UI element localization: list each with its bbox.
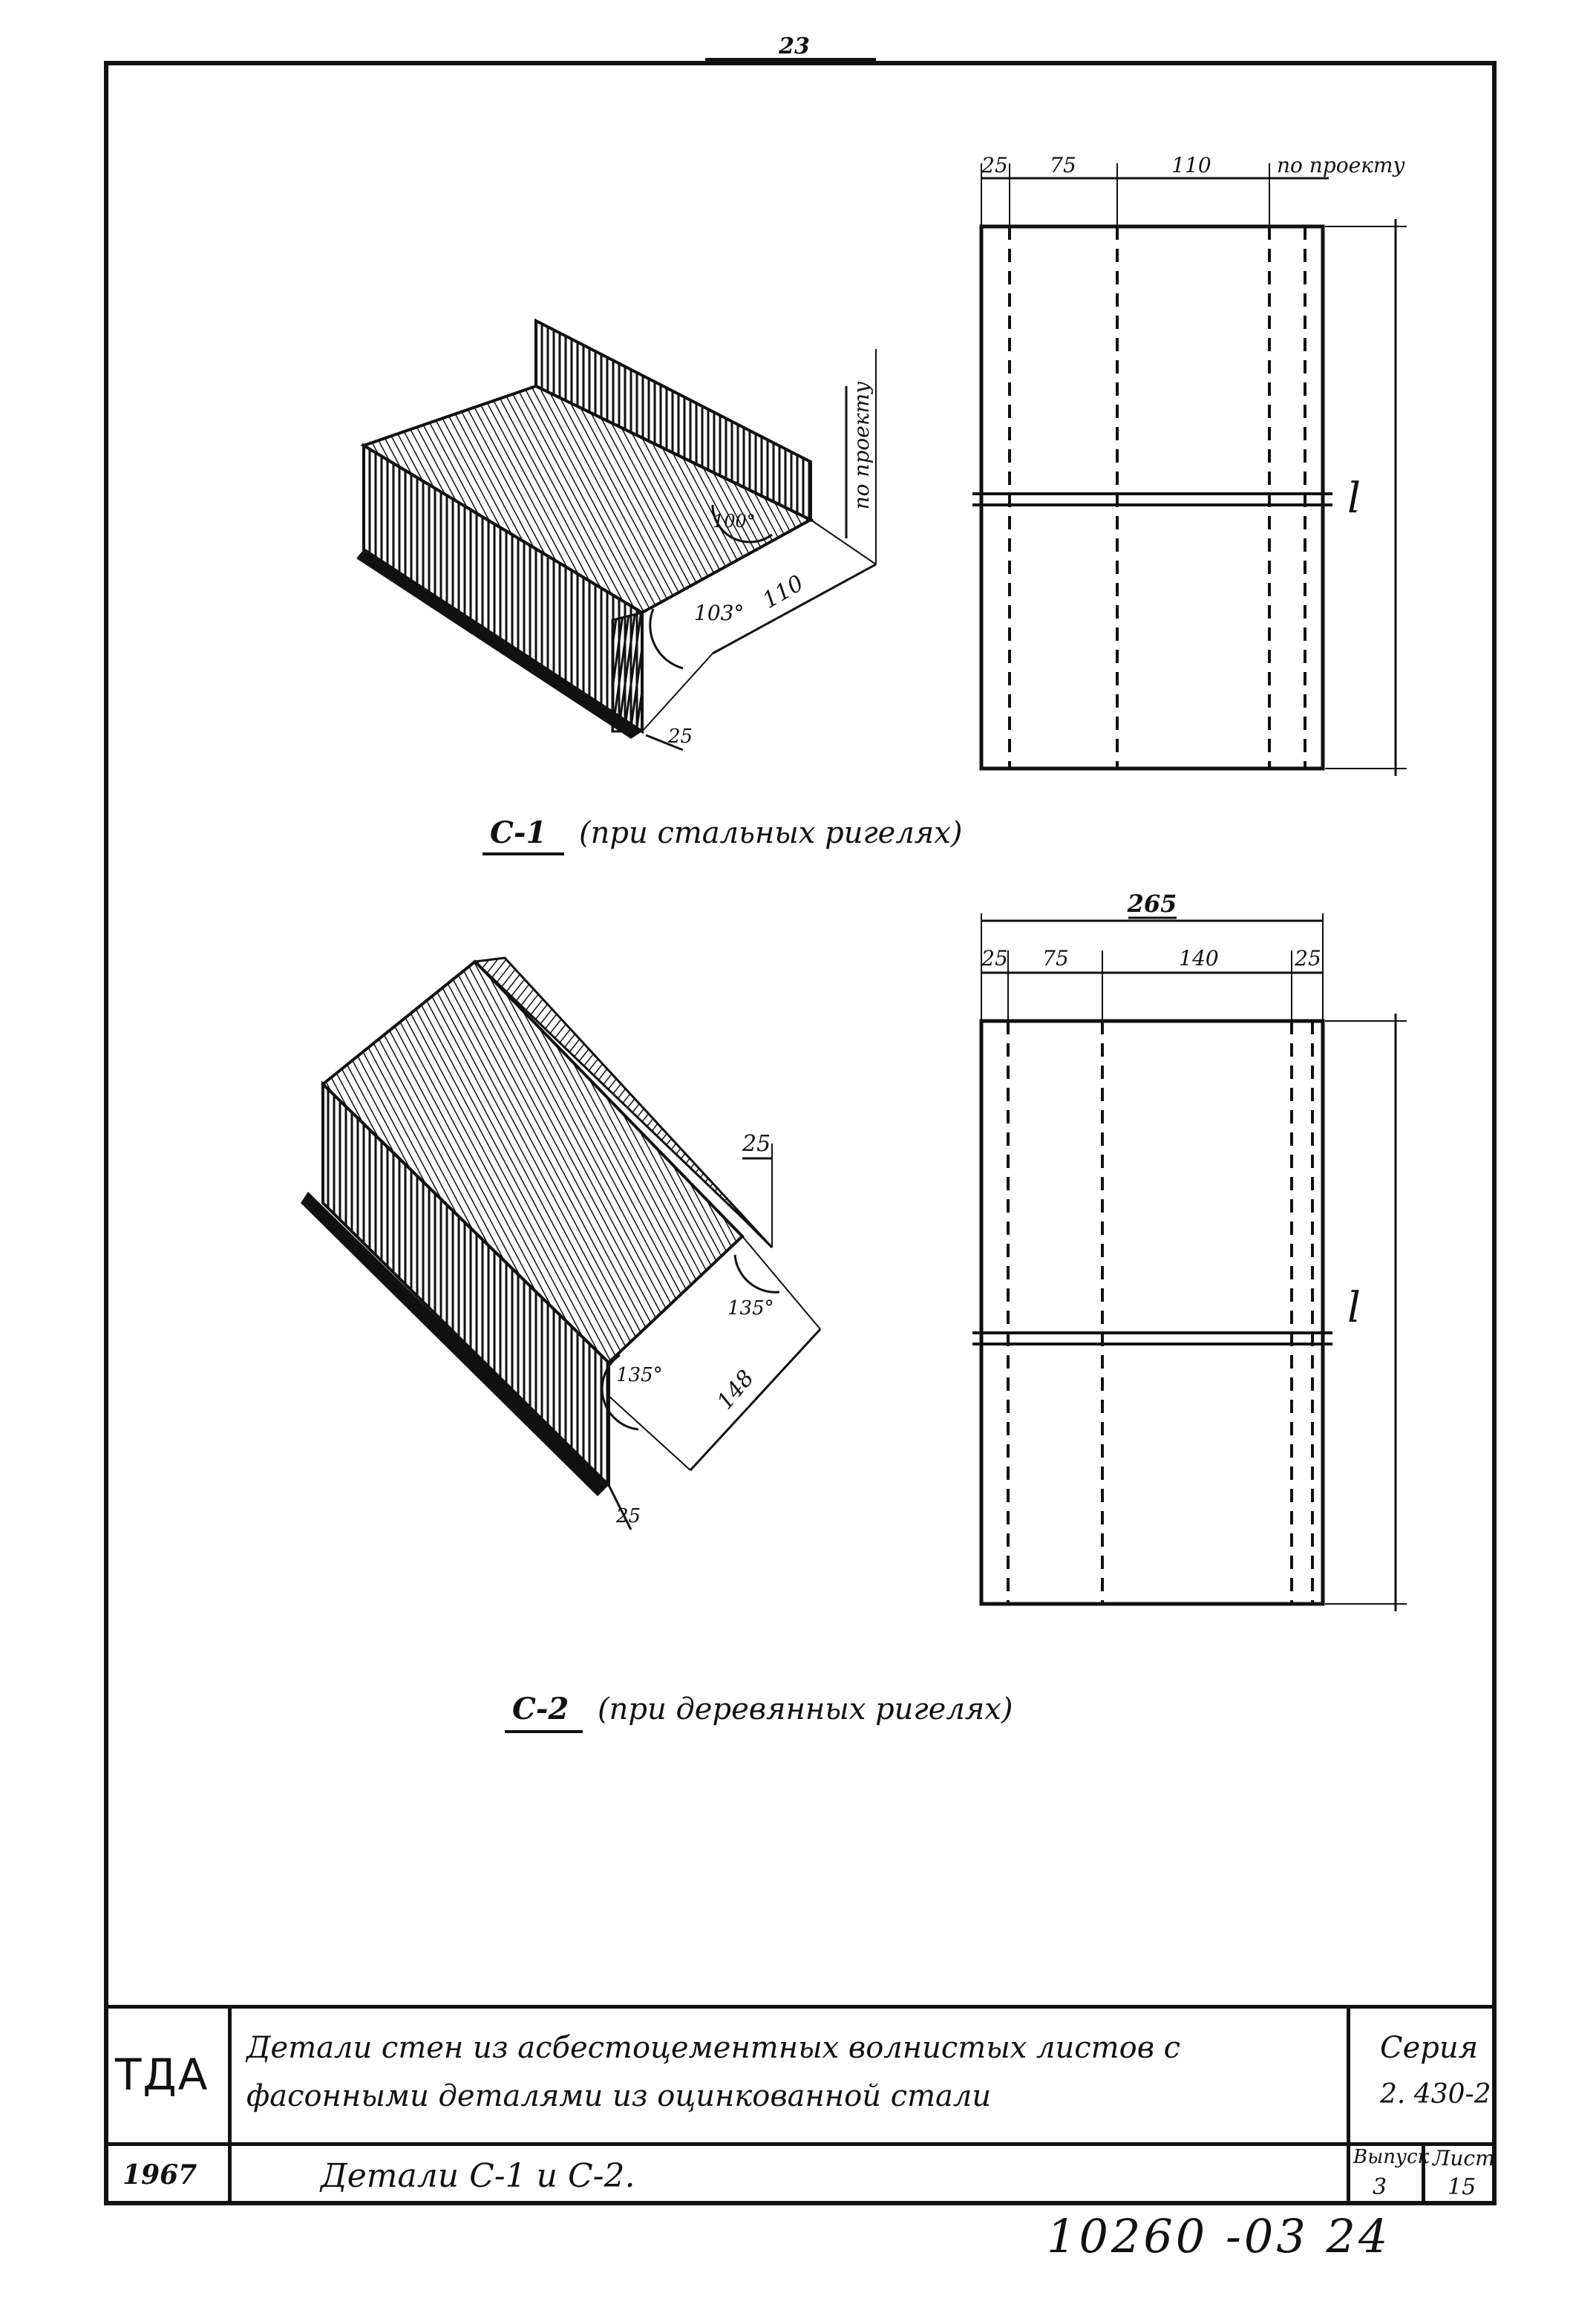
series-value: 2. 430-2 bbox=[1380, 2079, 1491, 2110]
c2-plan-dim-140: 140 bbox=[1179, 946, 1219, 971]
c1-iso-project-label: по проекту bbox=[849, 381, 874, 510]
description-line-2: фасонными деталями из оцинкованной стали bbox=[246, 2079, 992, 2113]
c2-iso-dim-25-top: 25 bbox=[742, 1131, 771, 1157]
description-line-1: Детали стен из асбестоцементных волнистых листов с bbox=[246, 2031, 1181, 2065]
c1-plan-dim-75: 75 bbox=[1050, 153, 1076, 177]
c2-caption-text: (при деревянных ригелях) bbox=[598, 1692, 1013, 1726]
sheet-title: Детали С-1 и С-2. bbox=[321, 2157, 635, 2195]
series-label: Серия bbox=[1380, 2031, 1479, 2065]
c2-plan-dim-25-left: 25 bbox=[981, 946, 1008, 971]
c1-caption-id: С-1 bbox=[490, 815, 547, 850]
year: 1967 bbox=[122, 2159, 197, 2191]
page-number: 23 bbox=[779, 33, 810, 59]
archive-number: 10260 -03 24 bbox=[1047, 2209, 1391, 2263]
c1-iso-angle-100: 100° bbox=[713, 511, 756, 532]
series-cell bbox=[1347, 2005, 1497, 2146]
c2-iso-angle-2: 135° bbox=[616, 1364, 663, 1386]
c2-iso-dim-148: 148 bbox=[712, 1365, 759, 1415]
c1-isometric-view bbox=[356, 321, 876, 750]
c1-iso-angle-103: 103° bbox=[694, 601, 745, 625]
c2-plan-dim-75: 75 bbox=[1042, 946, 1069, 971]
issue-cell bbox=[1347, 2142, 1430, 2205]
title-block bbox=[104, 2005, 1497, 2205]
c2-isometric-view bbox=[301, 958, 820, 1530]
description-cell bbox=[228, 2005, 1350, 2146]
year-cell bbox=[104, 2142, 232, 2205]
c1-plan-length-label: l bbox=[1347, 474, 1361, 523]
c1-iso-dim-25: 25 bbox=[668, 725, 693, 748]
sheet-title-cell bbox=[228, 2142, 1350, 2205]
c2-caption bbox=[505, 1692, 1013, 1732]
issue-value: 3 bbox=[1373, 2174, 1387, 2200]
org-cell bbox=[104, 2005, 232, 2146]
c2-plan-length-label: l bbox=[1347, 1284, 1361, 1332]
c2-plan-dim-25-right: 25 bbox=[1295, 946, 1321, 971]
c1-plan-view bbox=[972, 153, 1407, 776]
c1-iso-dim-110: 110 bbox=[758, 570, 808, 614]
sheet-label: Лист bbox=[1433, 2146, 1495, 2170]
c2-plan-total-width: 265 bbox=[1127, 890, 1177, 918]
c1-plan-dim-110: 110 bbox=[1171, 153, 1211, 177]
c2-plan-view bbox=[972, 890, 1407, 1611]
c1-plan-dim-25: 25 bbox=[981, 153, 1008, 177]
c2-iso-dim-25-bottom: 25 bbox=[616, 1505, 641, 1527]
c1-caption-text: (при стальных ригелях) bbox=[579, 816, 963, 850]
c2-caption-id: С-2 bbox=[512, 1692, 569, 1726]
org-abbreviation: ТДА bbox=[115, 2049, 209, 2100]
sheet-value: 15 bbox=[1448, 2174, 1476, 2200]
sheet-number-cell bbox=[1422, 2142, 1497, 2205]
c1-plan-project-label: по проекту bbox=[1277, 153, 1405, 177]
c2-iso-angle-1: 135° bbox=[727, 1297, 774, 1320]
issue-label: Выпуск bbox=[1353, 2146, 1430, 2168]
c1-caption bbox=[483, 815, 962, 854]
